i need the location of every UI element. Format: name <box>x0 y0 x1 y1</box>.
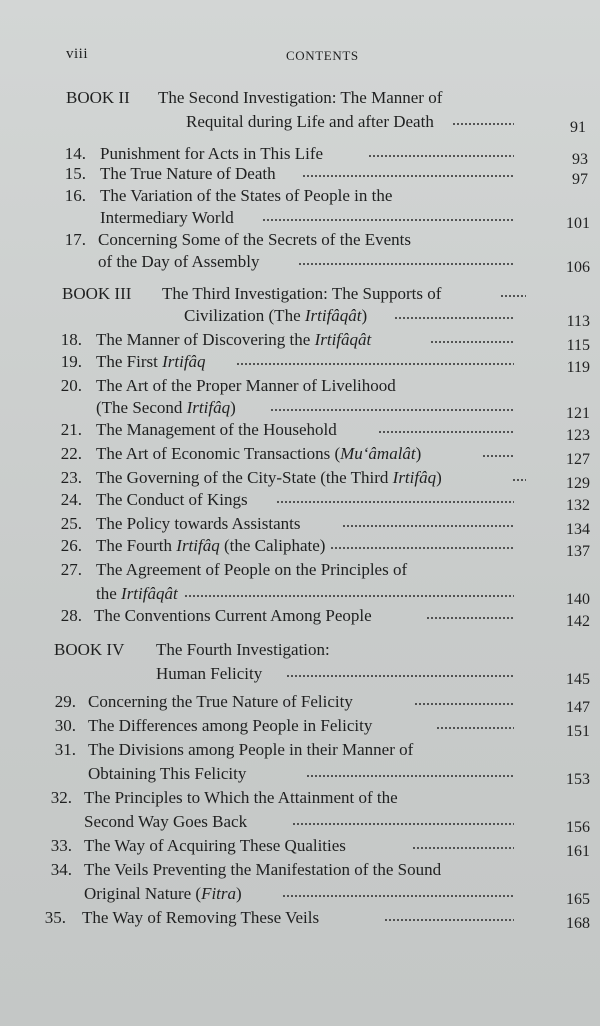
page-number: 97 <box>572 171 588 188</box>
chapter-title: The Veils Preventing the Manifestation of the Sound <box>84 860 442 879</box>
toc-entry-cont <box>0 250 590 276</box>
page-number: 119 <box>566 359 590 376</box>
chapter-number: 15. <box>64 164 86 183</box>
chapter-title-cont: Second Way Goes Back <box>84 812 248 831</box>
book-heading <box>0 638 576 662</box>
page-number: 147 <box>566 699 590 716</box>
book-heading <box>0 282 576 306</box>
book-label: BOOK IV <box>54 640 125 659</box>
toc-entry <box>0 442 590 468</box>
toc-entry <box>0 512 590 538</box>
page-number: 153 <box>566 771 590 788</box>
leader-dots <box>412 847 514 849</box>
chapter-title: Concerning the True Nature of Felicity <box>88 692 353 711</box>
leader-dots <box>298 263 514 265</box>
leader-dots <box>452 123 514 125</box>
page-number: 127 <box>566 451 590 468</box>
book-heading <box>0 86 576 110</box>
leader-dots <box>286 675 514 677</box>
page-header <box>66 46 570 68</box>
leader-dots <box>384 919 514 921</box>
chapter-title: The Conventions Current Among People <box>94 606 372 625</box>
chapter-number: 17. <box>64 230 86 249</box>
chapter-title: The Art of Economic Transactions (Mu‘âmalât) <box>96 444 422 463</box>
chapter-title: The True Nature of Death <box>100 164 276 183</box>
page-number: 145 <box>566 671 590 688</box>
page-number: 106 <box>566 259 590 276</box>
toc-entry <box>0 690 590 716</box>
leader-dots <box>500 295 526 297</box>
chapter-title: The Agreement of People on the Principles of <box>96 560 408 579</box>
page-number: 123 <box>566 427 590 444</box>
chapter-title: The Variation of the States of People in the <box>100 186 393 205</box>
chapter-title: The Governing of the City-State (the Third Irtifâq) <box>96 468 442 487</box>
chapter-title: The Policy towards Assistants <box>96 514 301 533</box>
chapter-number: 25. <box>60 514 82 533</box>
page-number: 168 <box>566 915 590 932</box>
toc-entry <box>0 534 590 560</box>
chapter-title: The Art of the Proper Manner of Livelihood <box>96 376 396 395</box>
chapter-title-cont: Obtaining This Felicity <box>88 764 247 783</box>
leader-dots <box>512 479 526 481</box>
chapter-title-cont: the Irtifâqât <box>96 584 178 603</box>
leader-dots <box>482 455 514 457</box>
chapter-number: 34. <box>50 860 72 879</box>
chapter-title: The First Irtifâq <box>96 352 206 371</box>
leader-dots <box>262 219 514 221</box>
toc-entry-cont <box>0 762 590 788</box>
page-number: 91 <box>570 119 586 136</box>
toc-entry-book-2 <box>0 110 586 136</box>
leader-dots <box>306 775 514 777</box>
toc-entry-book-3 <box>0 304 590 330</box>
chapter-number: 22. <box>60 444 82 463</box>
chapter-title: The Conduct of Kings <box>96 490 248 509</box>
page-number: 156 <box>566 819 590 836</box>
toc-entry <box>0 350 590 376</box>
leader-dots <box>430 341 514 343</box>
toc-entry <box>0 374 576 398</box>
book-label: BOOK III <box>62 284 132 303</box>
toc-entry-book-4 <box>0 662 590 688</box>
chapter-number: 21. <box>60 420 82 439</box>
chapter-title: The Way of Acquiring These Qualities <box>84 836 346 855</box>
chapter-title-cont: of the Day of Assembly <box>98 252 260 271</box>
toc-entry-cont <box>0 582 590 608</box>
leader-dots <box>378 431 514 433</box>
toc-entry <box>0 786 576 810</box>
book-title: The Second Investigation: The Manner of <box>158 88 443 107</box>
book-label: BOOK II <box>66 88 130 107</box>
page-number: 129 <box>566 475 590 492</box>
toc-entry <box>0 228 576 252</box>
chapter-title-cont: Intermediary World <box>100 208 234 227</box>
chapter-title: The Principles to Which the Attainment of the <box>84 788 398 807</box>
chapter-number: 20. <box>60 376 82 395</box>
chapter-title: The Way of Removing These Veils <box>82 908 320 927</box>
leader-dots <box>276 501 514 503</box>
toc-entry <box>0 418 590 444</box>
toc-entry <box>0 162 588 188</box>
leader-dots <box>394 317 514 319</box>
leader-dots <box>436 727 514 729</box>
book-title-cont: Requital during Life and after Death <box>186 112 434 131</box>
toc-entry <box>0 604 590 630</box>
leader-dots <box>236 363 514 365</box>
toc-entry <box>0 738 576 762</box>
book-title-cont: Human Felicity <box>156 664 263 683</box>
page-folio: viii <box>66 46 89 62</box>
chapter-title: The Divisions among People in their Manner of <box>88 740 414 759</box>
page-number: 113 <box>566 313 590 330</box>
chapter-number: 26. <box>60 536 82 555</box>
toc-entry <box>0 488 590 514</box>
toc-entry <box>0 328 590 354</box>
toc-entry <box>0 466 590 492</box>
chapter-title: The Manner of Discovering the Irtifâqât <box>96 330 372 349</box>
chapter-number: 16. <box>64 186 86 205</box>
chapter-number: 19. <box>60 352 82 371</box>
chapter-title-cont: Original Nature (Fitra) <box>84 884 242 903</box>
chapter-number: 30. <box>54 716 76 735</box>
chapter-title: The Management of the Household <box>96 420 337 439</box>
page-number: 137 <box>566 543 590 560</box>
toc-entry <box>0 906 590 932</box>
page-number: 101 <box>566 215 590 232</box>
chapter-number: 24. <box>60 490 82 509</box>
leader-dots <box>426 617 514 619</box>
book-title-cont: Civilization (The Irtifâqât) <box>184 306 368 325</box>
book-title: The Fourth Investigation: <box>156 640 330 659</box>
page-number: 93 <box>572 151 588 168</box>
toc-entry <box>0 834 590 860</box>
leader-dots <box>184 595 514 597</box>
leader-dots <box>414 703 514 705</box>
page-number: 132 <box>566 497 590 514</box>
page-number: 165 <box>566 891 590 908</box>
chapter-number: 31. <box>54 740 76 759</box>
chapter-title: The Differences among People in Felicity <box>88 716 373 735</box>
chapter-title-cont: (The Second Irtifâq) <box>96 398 236 417</box>
leader-dots <box>368 155 514 157</box>
toc-entry <box>0 714 590 740</box>
chapter-number: 23. <box>60 468 82 487</box>
toc-entry-cont <box>0 810 590 836</box>
chapter-number: 27. <box>60 560 82 579</box>
running-title: CONTENTS <box>286 48 359 63</box>
page-number: 151 <box>566 723 590 740</box>
chapter-number: 29. <box>54 692 76 711</box>
chapter-number: 18. <box>60 330 82 349</box>
leader-dots <box>302 175 514 177</box>
toc-entry-cont <box>0 882 590 908</box>
chapter-number: 35. <box>44 908 66 927</box>
leader-dots <box>330 547 514 549</box>
page-number: 115 <box>566 337 590 354</box>
chapter-number: 33. <box>50 836 72 855</box>
chapter-number: 14. <box>64 144 86 163</box>
leader-dots <box>282 895 514 897</box>
page-number: 121 <box>566 405 590 422</box>
chapter-title: Punishment for Acts in This Life <box>100 144 324 163</box>
leader-dots <box>292 823 514 825</box>
page-number: 161 <box>566 843 590 860</box>
leader-dots <box>342 525 514 527</box>
chapter-title: The Fourth Irtifâq (the Caliphate) <box>96 536 326 555</box>
toc-entry <box>0 858 576 882</box>
toc-entry-cont <box>0 206 590 232</box>
page-number: 142 <box>566 613 590 630</box>
toc-entry <box>0 184 576 208</box>
leader-dots <box>270 409 514 411</box>
toc-entry-cont <box>0 396 590 422</box>
page-number: 140 <box>566 591 590 608</box>
chapter-title: Concerning Some of the Secrets of the Events <box>98 230 412 249</box>
book-title: The Third Investigation: The Supports of <box>162 284 442 303</box>
page-number: 134 <box>566 521 590 538</box>
toc-entry <box>0 558 576 582</box>
chapter-number: 32. <box>50 788 72 807</box>
chapter-number: 28. <box>60 606 82 625</box>
